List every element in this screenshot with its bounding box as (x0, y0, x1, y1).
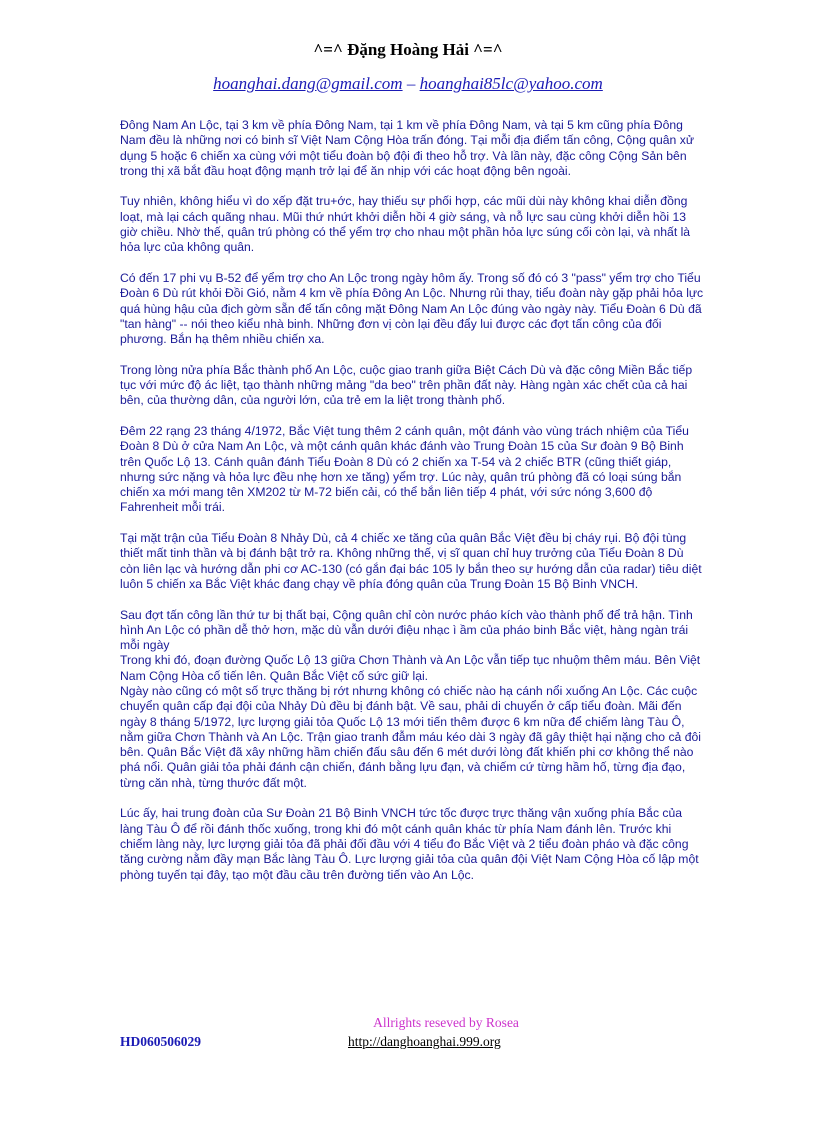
paragraph: Trong lòng nửa phía Bắc thành phố An Lộc, cuộc giao tranh giữa Biệt Cách Dù và đặc công Miền Bắc tiếp tục với mức độ ác liệt, tạo thành những mảng "da beo" trên phần đất này. Hàng ngàn xác chết của cả hai bên, của thường dân, của người lớn, của trẻ em la liệt trong thành phố. (120, 362, 693, 408)
paragraph: Tại mặt trận của Tiểu Đoàn 8 Nhảy Dù, cả 4 chiếc xe tăng của quân Bắc Việt đều bị cháy rụi. Bộ đội tùng thiết mất tinh thần và bị đánh bật trở ra. Không những thế, vị sĩ quan chỉ huy trưởng của Tiểu Đoàn 8 Dù còn liên lạc và hướng dẫn phi cơ AC-130 (có gắn đại bác 105 ly bắn theo sự hướng dẫn của radar) tiêu diệt luôn 5 chiến xa Bắc Việt khác đang chạy về phía đóng quân của Trung Đoàn 15 Bộ Binh VNCH. (120, 531, 702, 591)
separator: – (406, 74, 416, 93)
paragraph: Có đến 17 phi vụ B-52 để yểm trợ cho An Lộc trong ngày hôm ấy. Trong số đó có 3 "pass" yểm trợ cho Tiểu Đoàn 6 Dù rút khỏi Đồi Gió, nằm 4 km về phía Đông An Lộc. Nhưng rủi thay, tiểu đoàn này gặp phải hỏa lực quá hùng hậu của địch gờm sẵn để tấn công mặt Đông Nam An Lộc đúng vào ngày này. Tiểu Đoàn 6 Dù đã "tan hàng" -- nói theo kiểu nhà binh. Những đơn vị còn lại đều đẩy lui được các đợt tấn công của đối phương. Bắn hạ thêm nhiều chiến xa. (120, 270, 704, 347)
copyright-notice: Allrights reseved by Rosea (373, 1015, 519, 1030)
email-link-gmail[interactable]: hoanghai.dang@gmail.com (213, 74, 403, 93)
email-link-yahoo[interactable]: hoanghai85lc@yahoo.com (419, 74, 603, 93)
page-title: ^=^ Đặng Hoàng Hải ^=^ (313, 40, 503, 59)
paragraph: Trong khi đó, đoạn đường Quốc Lộ 13 giữa Chơn Thành và An Lộc vẫn tiếp tục nhuộm thêm máu. Bên Việt Nam Cộng Hòa cố tiến lên. Quân Bắc Việt cố sức giữ lại. (120, 653, 701, 683)
paragraph: Đêm 22 rạng 23 tháng 4/1972, Bắc Việt tung thêm 2 cánh quân, một đánh vào vùng trách nhiệm của Tiểu Đoàn 8 Dù ở cửa Nam An Lộc, và một cánh quân khác đánh vào Trung Đoàn 15 của Sư đoàn 9 Bộ Binh trên Quốc Lộ 13. Cánh quân đánh Tiểu Đoàn 8 Dù có 2 chiến xa T-54 và 2 chiếc BTR (cũng thiết giáp, nhưng sức nặng và hỏa lực đều nhẹ hơn xe tăng) yểm trợ. Lúc này, quân trú phòng đã có loại súng bắn chiến xa mới mang tên XM202 từ M-72 biến cải, có thể bắn liên tiếp 4 phát, với sức nóng 3,600 độ Fahrenheit mỗi trái. (120, 423, 689, 515)
document-code: HD060506029 (120, 1034, 201, 1049)
paragraph: Ngày nào cũng có một số trực thăng bị rớt nhưng không có chiếc nào hạ cánh nổi xuống An Lộc. Các cuộc chuyển quân cấp đại đội của Nhảy Dù đều bị đánh bật. Về sau, phải di chuyển ở cấp tiểu đoàn. Mãi đến ngày 8 tháng 5/1972, lực lượng giải tỏa Quốc Lộ 13 mới tiến thêm được 6 km nữa để chiếm làng Tàu Ô, nằm giữa Chơn Thành và An Lộc. Trận giao tranh đẫm máu kéo dài 3 ngày đã gây thiệt hại nặng cho cả đôi bên. Quân Bắc Việt đã xây những hầm chiến đấu sâu đến 6 mét dưới lòng đất khiến phi cơ không thể nào phá nổi. Quân giải tỏa phải đánh cận chiến, đánh bằng lựu đạn, và chiếm cứ từng hầm hố, từng địa đạo, từng căn nhà, từng thước đất một. (120, 683, 701, 790)
paragraph: Sau đợt tấn công lần thứ tư bị thất bại, Cộng quân chỉ còn nước pháo kích vào thành phố để trả hận. Tình hình An Lộc có phần dễ thở hơn, mặc dù vẫn dưới điệu nhạc ì ầm của pháo binh Bắc việt, hàng ngàn trái mỗi ngày (120, 607, 693, 653)
contact-line (0, 74, 816, 94)
website-link[interactable]: http://danghoanghai.999.org (348, 1034, 501, 1049)
paragraph: Lúc ấy, hai trung đoàn của Sư Đoàn 21 Bộ Binh VNCH tức tốc được trực thăng vận xuống phía Bắc của làng Tàu Ô để rồi đánh thốc xuống, trong khi đó một cánh quân khác từ phía Nam đánh lên. Trước khi chiếm làng này, lực lượng giải tỏa đã phải đối đầu với 4 tiểu đo Bắc Việt và 2 tiểu đoàn pháo và đặc công tăng cường nằm đầy mạn Bắc làng Tàu Ô. Lực lượng giải tỏa của quân đội Việt Nam Cộng Hòa cố lập một phòng tuyến tại đây, tạo một đầu cầu trên đường tiến vào An Lộc. (120, 806, 699, 882)
paragraph: Tuy nhiên, không hiểu vì do xếp đặt tru+ớc, hay thiếu sự phối hợp, các mũi dùi này không khai diễn đồng loạt, mà lại cách quãng nhau. Mũi thứ nhứt khởi diễn hồi 4 giờ sáng, và nỗ lực sau cùng khởi diễn hồi 13 giờ chiều. Nhờ thế, quân trú phòng có thể yểm trợ cho nhau một phần hỏa lực súng cối còn lại, và nhất là hỏa lực của không quân. (120, 194, 691, 255)
paragraph: Đông Nam An Lộc, tại 3 km về phía Đông Nam, tại 1 km về phía Đông Nam, và tại 5 km cũng phía Đông Nam đều là những nơi có binh sĩ Việt Nam Cộng Hòa trấn đóng. Tại mỗi địa điểm tấn công, Cộng quân xử dụng 5 hoặc 6 chiến xa cùng với một tiểu đoàn bộ đội đi theo hỗ trợ. Và lần này, đặc công Cộng Sản bên trong thị xã bắt đầu hoạt động mạnh trở lại để ăn nhịp với các hoạt động bên ngoài. (120, 118, 694, 178)
article-body (120, 118, 706, 898)
